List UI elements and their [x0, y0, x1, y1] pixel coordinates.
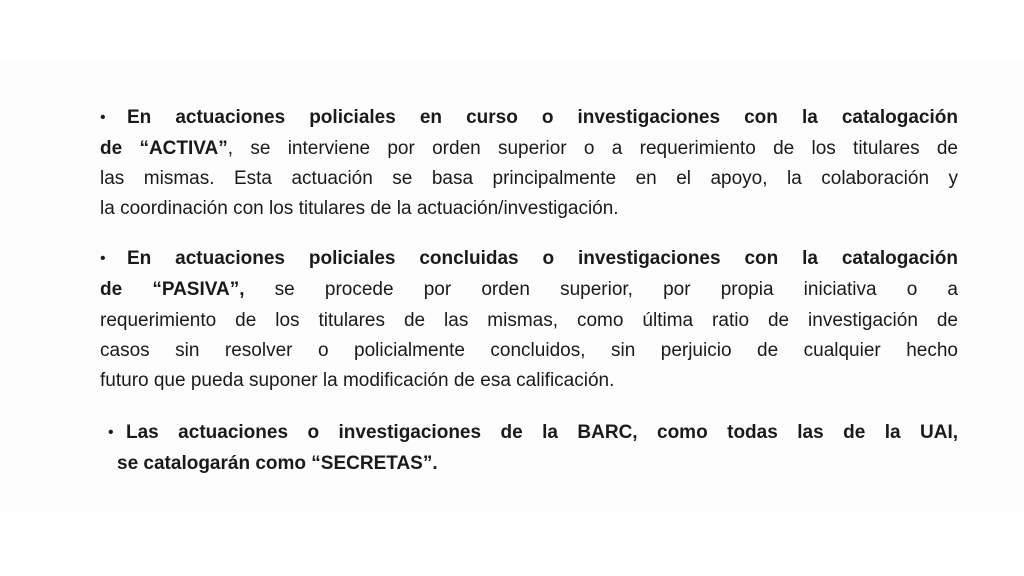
text-line: [117, 453, 438, 475]
text-segment: futuro que pueda suponer la modificación de esa calificación.: [100, 370, 615, 391]
text-segment: la coordinación con los titulares de la actuación/investigación.: [100, 198, 619, 219]
text-segment: se procede por orden superior, por propia iniciativa o a: [244, 279, 958, 300]
text-segment: En actuaciones policiales en curso o investigaciones con la catalogación: [127, 107, 958, 128]
bullet-icon: •: [100, 250, 106, 267]
text-segment: En actuaciones policiales concluidas o investigaciones con la catalogación: [127, 248, 958, 269]
text-line: [100, 340, 958, 362]
text-line: [126, 422, 958, 444]
text-segment: las mismas. Esta actuación se basa principalmente en el apoyo, la colaboración y: [100, 168, 958, 189]
text-line: [100, 310, 958, 332]
text-line: [100, 168, 958, 190]
text-line: [100, 138, 958, 160]
text-segment: Las actuaciones o investigaciones de la BARC, como todas las de la UAI,: [126, 422, 958, 443]
text-line: [100, 279, 958, 301]
bullet-icon: •: [100, 109, 106, 126]
bullet-icon: •: [108, 424, 114, 441]
text-segment: requerimiento de los titulares de las mismas, como última ratio de investigación de: [100, 310, 958, 331]
text-segment: , se interviene por orden superior o a requerimiento de los titulares de: [227, 138, 959, 159]
text-segment: de “PASIVA”,: [100, 279, 245, 300]
text-line: [100, 370, 614, 392]
text-line: [127, 107, 958, 129]
text-line: [100, 198, 619, 220]
text-segment: de “ACTIVA”: [100, 138, 228, 159]
text-segment: casos sin resolver o policialmente concluidos, sin perjuicio de cualquier hecho: [100, 340, 958, 361]
text-line: [127, 248, 958, 270]
text-segment: se catalogarán como “SECRETAS”.: [117, 453, 438, 474]
